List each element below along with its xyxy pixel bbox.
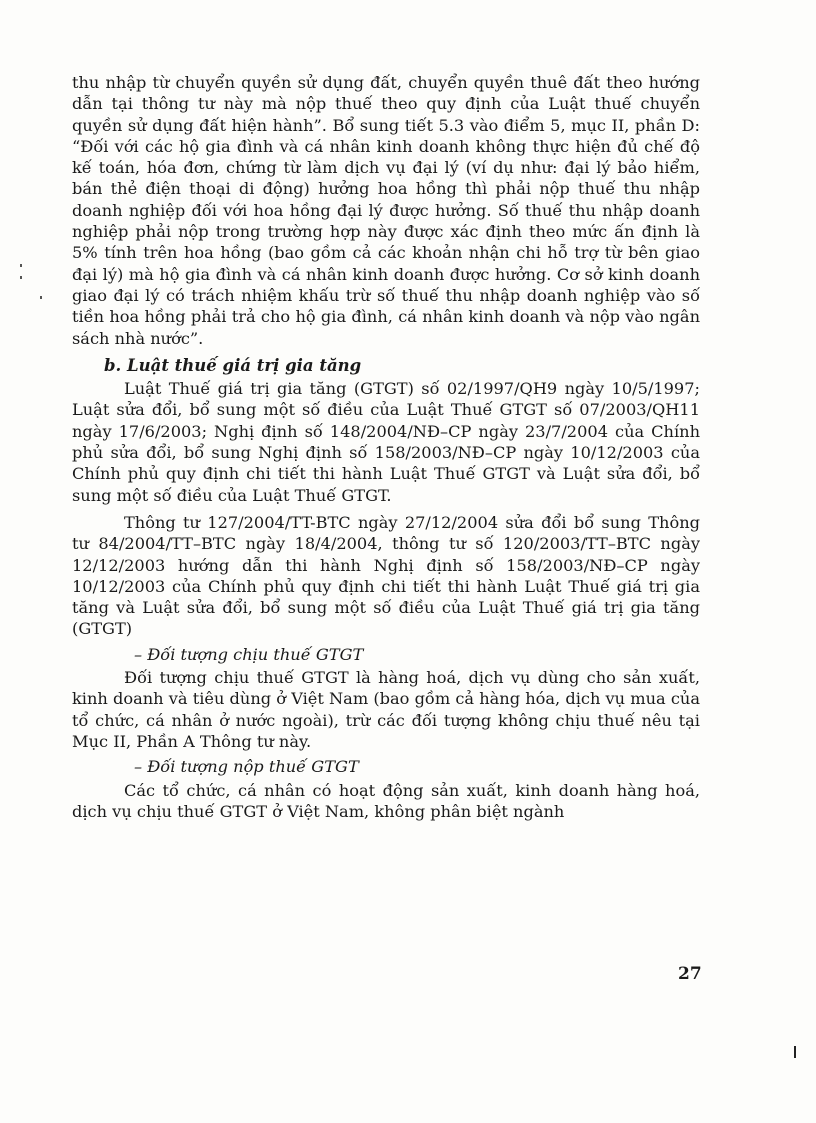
scan-speck — [20, 276, 22, 279]
paragraph-circular-references: Thông tư 127/2004/TT-BTC ngày 27/12/2004 sửa đổi bổ sung Thông tư 84/2004/TT–BTC ngày 18/4/2004, thông tư số 120/2003/TT–BTC ngày 12/12/2003 hướng dẫn thi hành Nghị định số 158/2003/NĐ–CP ngày 10/12/2003 của Chính phủ quy định chi tiết thi hành Luật Thuế giá trị gia tăng và Luật sửa đổi, bổ sung một số điều của Luật Thuế giá trị gia tăng (GTGT) — [72, 512, 700, 639]
body-text — [72, 72, 700, 822]
section-heading-vat-law: b. Luật thuế giá trị gia tăng — [104, 355, 362, 375]
paragraph-continuation: thu nhập từ chuyển quyền sử dụng đất, chuyển quyền thuê đất theo hướng dẫn tại thông tư này mà nộp thuế theo quy định của Luật thuế chuyển quyền sử dụng đất hiện hành”. Bổ sung tiết 5.3 vào điểm 5, mục II, phần D: “Đối với các hộ gia đình và cá nhân kinh doanh không thực hiện đủ chế độ kế toán, hóa đơn, chứng từ làm dịch vụ đại lý (ví dụ như: đại lý bảo hiểm, bán thẻ điện thoại di động) hưởng hoa hồng thì phải nộp thuế thu nhập doanh nghiệp đối với hoa hồng đại lý được hưởng. Số thuế thu nhập doanh nghiệp phải nộp trong trường hợp này được xác định theo mức ấn định là 5% tính trên hoa hồng (bao gồm cả các khoản nhận chi hỗ trợ từ bên giao đại lý) mà hộ gia đình và cá nhân kinh doanh được hưởng. Cơ sở kinh doanh giao đại lý có trách nhiệm khấu trừ số thuế thu nhập doanh nghiệp vào số tiền hoa hồng phải trả cho hộ gia đình, cá nhân kinh doanh và nộp vào ngân sách nhà nước”. — [72, 73, 700, 348]
paragraph-taxable-objects: Đối tượng chịu thuế GTGT là hàng hoá, dịch vụ dùng cho sản xuất, kinh doanh và tiêu dùng ở Việt Nam (bao gồm cả hàng hóa, dịch vụ mua của tổ chức, cá nhân ở nước ngoài), trừ các đối tượng không chịu thuế nêu tại Mục II, Phần A Thông tư này. — [72, 668, 700, 751]
paragraph-taxpayers: Các tổ chức, cá nhân có hoạt động sản xuất, kinh doanh hàng hoá, dịch vụ chịu thuế GTGT ở Việt Nam, không phân biệt ngành — [72, 780, 700, 821]
scan-speck — [794, 1046, 796, 1058]
page-number: 27 — [678, 964, 702, 984]
subheading-taxpayers: – Đối tượng nộp thuế GTGT — [134, 757, 359, 777]
paragraph-vat-law-references: Luật Thuế giá trị gia tăng (GTGT) số 02/1997/QH9 ngày 10/5/1997; Luật sửa đổi, bổ sung một số điều của Luật Thuế GTGT số 07/2003/QH11 ngày 17/6/2003; Nghị định số 148/2004/NĐ–CP ngày 23/7/2004 của Chính phủ sửa đổi, bổ sung Nghị định số 158/2003/NĐ–CP ngày 10/12/2003 của Chính phủ quy định chi tiết thi hành Luật Thuế GTGT và Luật sửa đổi, bổ sung một số điều của Luật Thuế GTGT. — [72, 379, 700, 505]
scan-speck — [40, 296, 42, 299]
scan-speck — [20, 264, 22, 267]
subheading-taxable-objects: – Đối tượng chịu thuế GTGT — [134, 644, 364, 664]
